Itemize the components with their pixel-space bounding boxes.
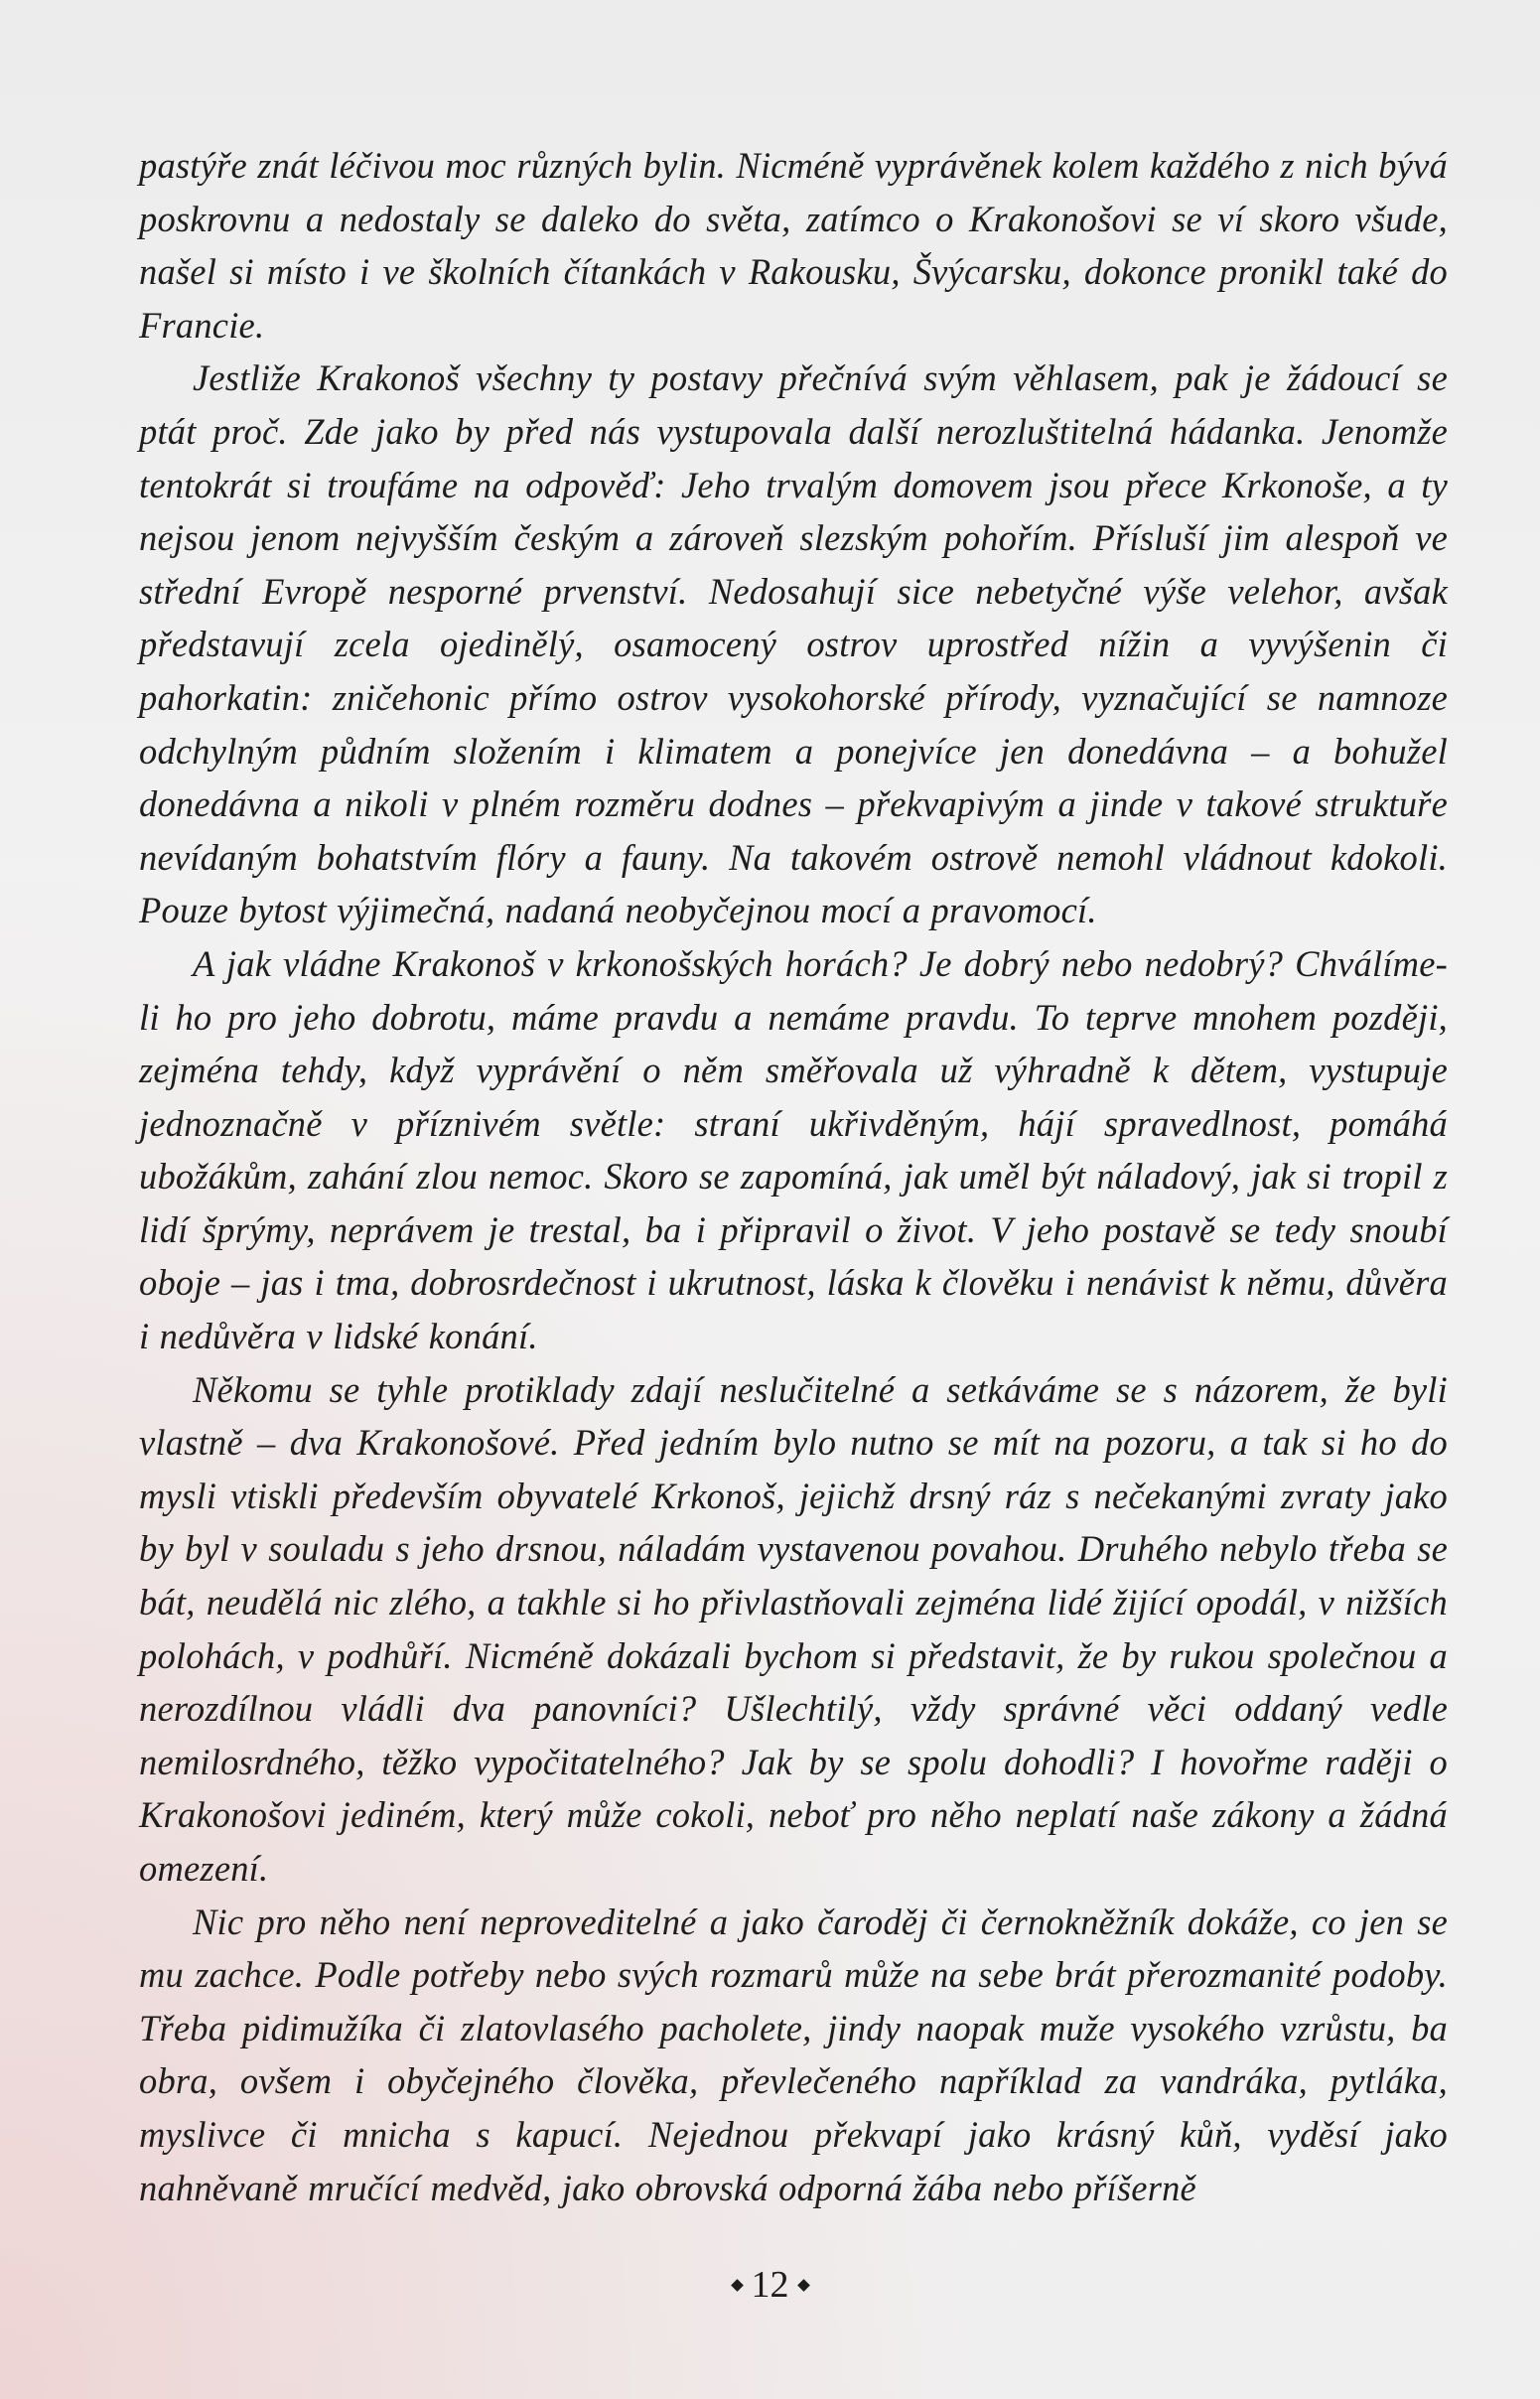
body-text — [139, 139, 1448, 2208]
paragraph-4: Někomu se tyhle protiklady zdají neslučitelné a setkáváme se s názorem, že byli vlastně – dva Krakonošové. Před jedním bylo nutno se mít na pozoru, a tak si ho do mysli vtiskli především obyvatelé Krkonoš, jejichž drsný ráz s nečekanými zvraty jako by byl v souladu s jeho drsnou, náladám vystavenou povahou. Druhého nebylo třeba se bát, neudělá nic zlého, a takhle si ho přivlastňovali zejména lidé žijící opodál, v nižších polohách, v podhůří. Nicméně dokázali bychom si představit, že by rukou společnou a nerozdílnou vládli dva panovníci? Ušlechtilý, vždy správné věci oddaný vedle nemilosrdného, těžko vypočitatelného? Jak by se spolu dohodli? I hovořme raději o Krakonošovi jediném, který může cokoli, neboť pro něho neplatí naše zákony a žádná omezení. — [139, 1368, 1448, 1889]
diamond-ornament-left — [731, 2279, 744, 2292]
page-footer — [0, 2261, 1540, 2309]
paragraph-1: pastýře znát léčivou moc různých bylin. Nicméně vyprávěnek kolem každého z nich bývá poskrovnu a nedostaly se daleko do světa, zatímco o Krakonošovi se ví skoro všude, našel si místo i ve školních čítankách v Rakousku, Švýcarsku, dokonce pronikl také do Francie. — [139, 145, 1448, 346]
diamond-ornament-right — [797, 2279, 810, 2292]
paragraph-2: Jestliže Krakonoš všechny ty postavy přečnívá svým věhlasem, pak je žádoucí se ptát proč. Zde jako by před nás vystupovala další nerozluštitelná hádanka. Jenomže tentokrát si troufáme na odpověď: Jeho trvalým domovem jsou přece Krkonoše, a ty nejsou jenom nejvyšším českým a zároveň slezským pohořím. Přísluší jim alespoň ve střední Evropě nesporné prvenství. Nedosahují sice nebetyčné výše velehor, avšak představují zcela ojedinělý, osamocený ostrov uprostřed nížin a vyvýšenin či pahorkatin: zničehonic přímo ostrov vysokohorské přírody, vyznačující se namnoze odchylným půdním složením i klimatem a ponejvíce jen donedávna – a bohužel donedávna a nikoli v plném rozměru dodnes – překvapivým a jinde v takové struktuře nevídaným bohatstvím flóry a fauny. Na takovém ostrově nemohl vládnout kdokoli. Pouze bytost výjimečná, nadaná neobyčejnou mocí a pravomocí. — [139, 357, 1448, 931]
paragraph-3: A jak vládne Krakonoš v krkonošských horách? Je dobrý nebo nedobrý? Chválíme-li ho pro jeho dobrotu, máme pravdu a nemáme pravdu. To teprve mnohem později, zejména tehdy, když vyprávění o něm směřovala už výhradně k dětem, vystupuje jednoznačně v příznivém světle: straní ukřivděným, hájí spravedlnost, pomáhá ubožákům, zahání zlou nemoc. Skoro se zapomíná, jak uměl být náladový, jak si tropil z lidí šprýmy, neprávem je trestal, ba i připravil o život. V jeho postavě se tedy snoubí oboje – jas i tma, dobrosrdečnost i ukrutnost, láska k člověku i nenávist k němu, důvěra i nedůvěra v lidské konání. — [139, 942, 1448, 1357]
page-number: 12 — [751, 2264, 789, 2306]
paragraph-5: Nic pro něho není neproveditelné a jako čaroděj či černokněžník dokáže, co jen se mu zachce. Podle potřeby nebo svých rozmarů může na sebe brát přerozmanité podoby. Třeba pidimužíka či zlatovlasého pacholete, jindy naopak muže vysokého vzrůstu, ba obra, ovšem i obyčejného člověka, převlečeného například za vandráka, pytláka, myslivce či mnicha s kapucí. Nejednou překvapí jako krásný kůň, vyděsí jako nahněvaně mručící medvěd, jako obrovská odporná žába nebo příšerně — [139, 1901, 1448, 2208]
